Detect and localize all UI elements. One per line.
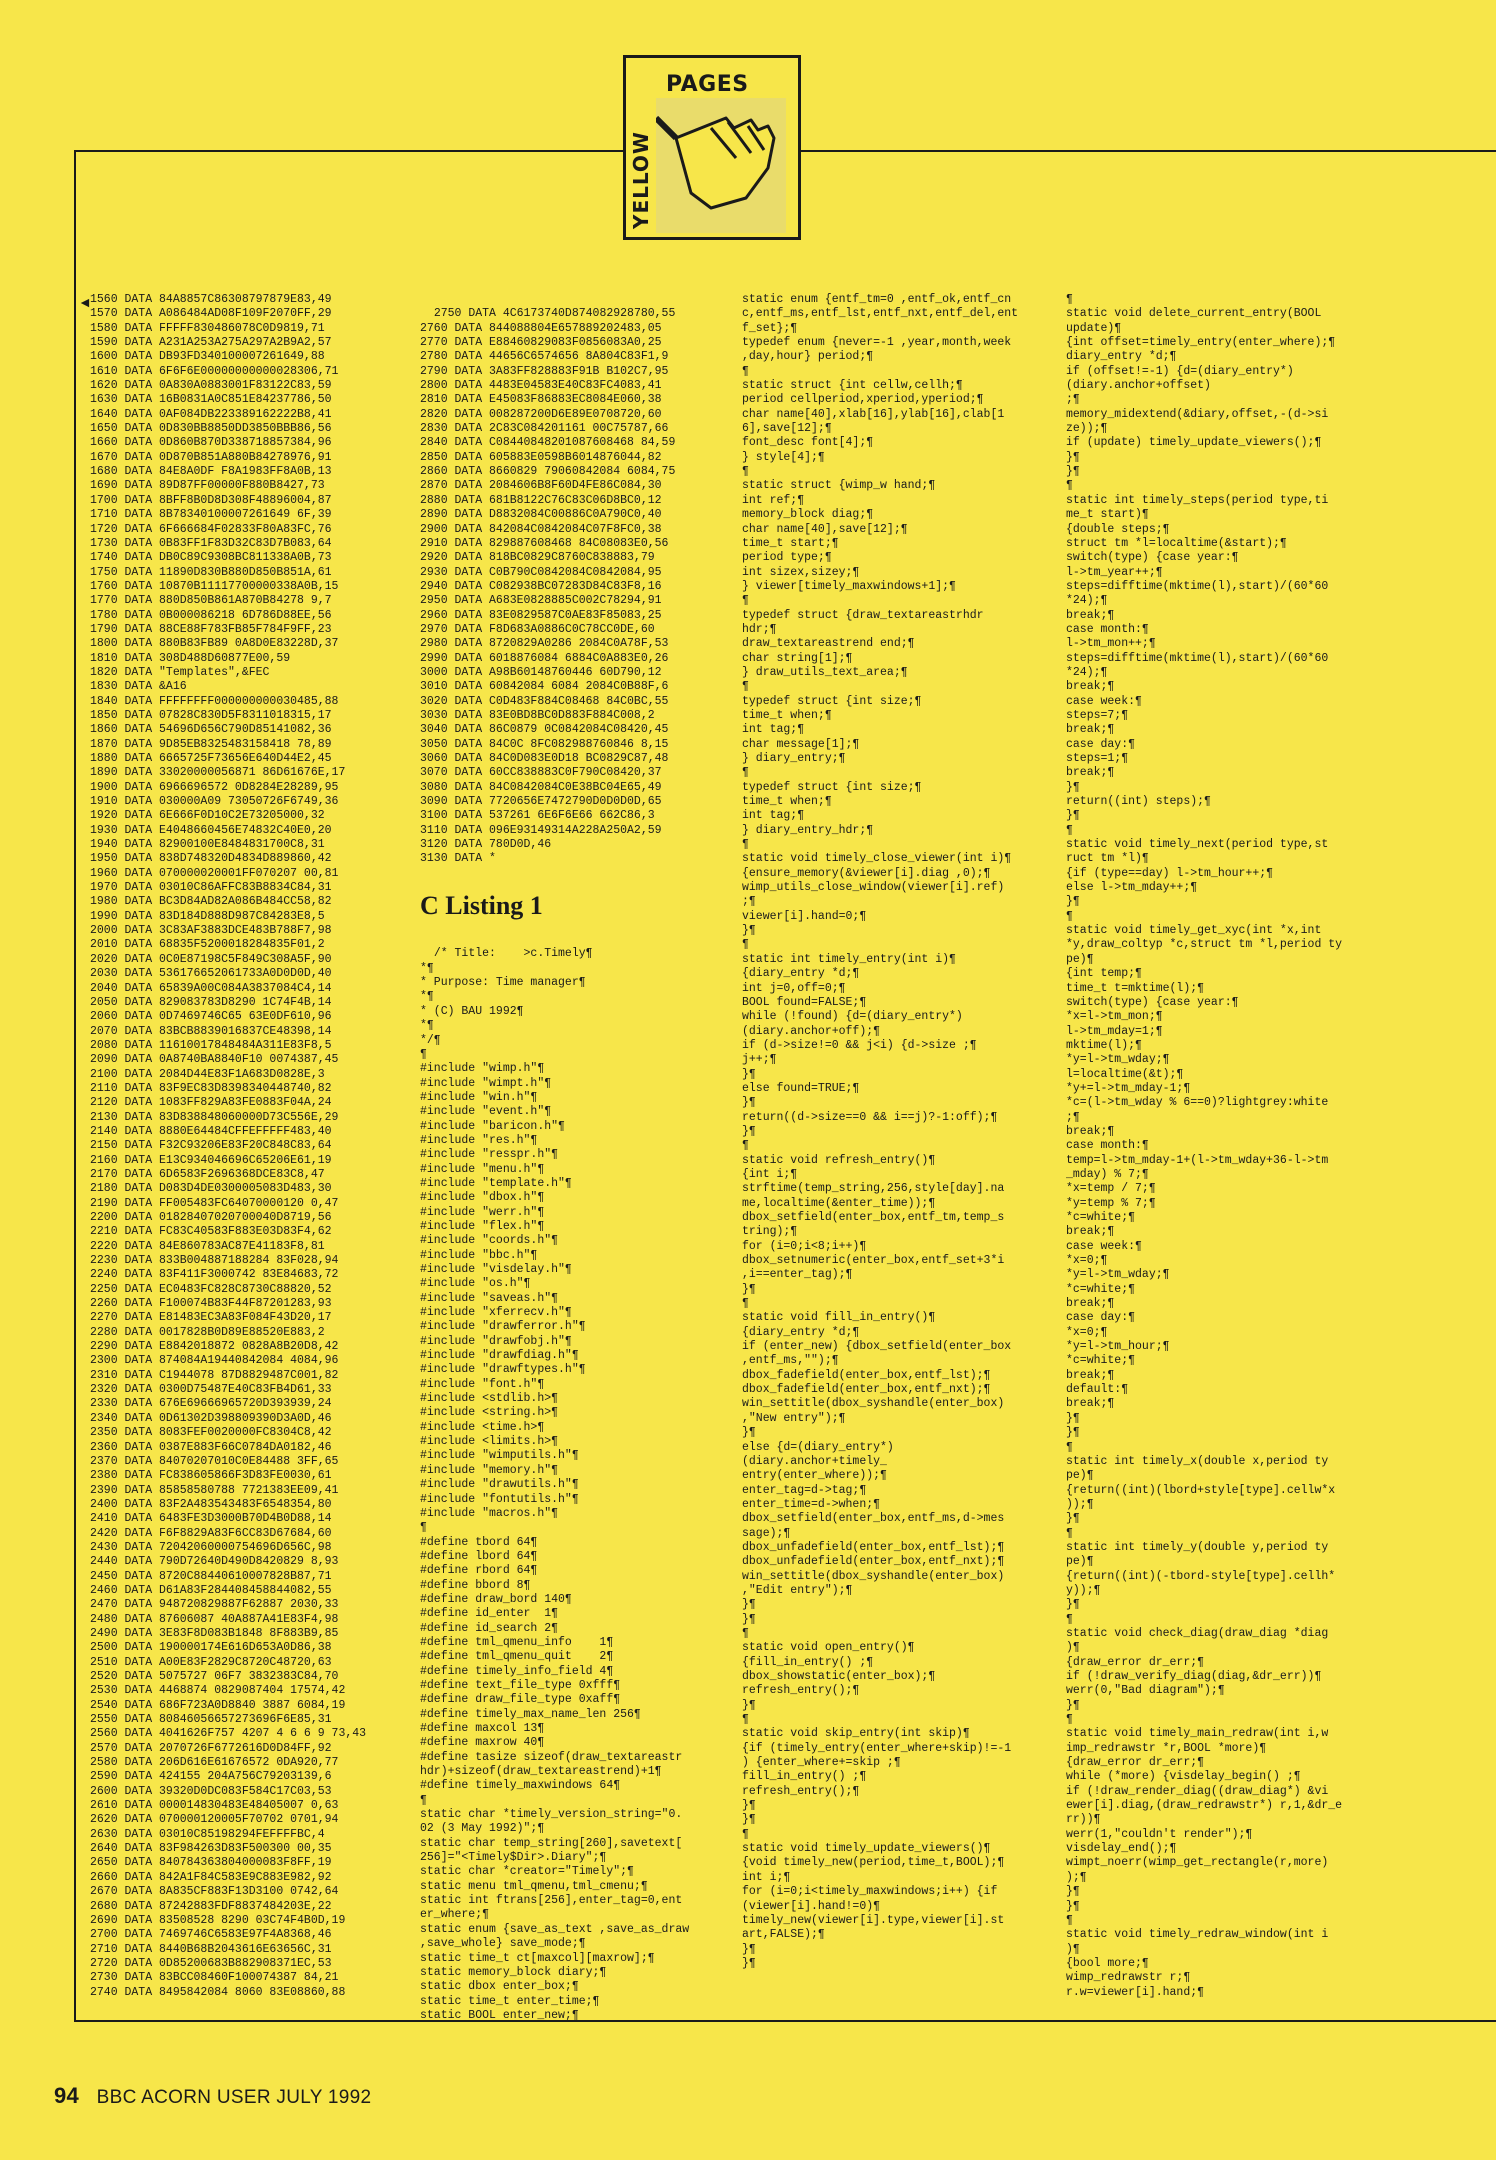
- section-title-pages: PAGES: [666, 72, 749, 97]
- listing-column-2: [420, 293, 742, 2023]
- page-number: 94: [54, 2083, 80, 2108]
- left-margin-rule: [74, 150, 76, 2020]
- yellow-pages-logo: [623, 55, 801, 240]
- listing-heading: C Listing 1: [420, 891, 543, 921]
- c-source-listing-start: /* Title: >c.Timely¶ *¶ * Purpose: Time manager¶ *¶ * (C) BAU 1992¶ *¶ */¶ ¶ #include "wimp.h"¶ #include "wimpt.h"¶ #include "win.h"¶ #include "event.h"¶ #include "baricon.h"¶ #include "res.h"¶ #include "resspr.h"¶ #include "menu.h"¶ #include "template.h"¶ #include "dbox.h"¶ #include "werr.h"¶ #include "flex.h"¶ #include "coords.h"¶ #include "bbc.h"¶ #include "visdelay.h"¶ #include "os.h"¶ #include "saveas.h"¶ #include "xferrecv.h"¶ #include "drawferror.h"¶ #include "drawfobj.h"¶ #include "drawfdiag.h"¶ #include "drawftypes.h"¶ #include "font.h"¶ #include <stdlib.h>¶ #include <string.h>¶ #include <time.h>¶ #include <limits.h>¶ #include "wimputils.h"¶ #include "memory.h"¶ #include "drawutils.h"¶ #include "fontutils.h"¶ #include "macros.h"¶ ¶ #define tbord 64¶ #define lbord 64¶ #define rbord 64¶ #define bbord 8¶ #define draw_bord 140¶ #define id_enter 1¶ #define id_search 2¶ #define tml_qmenu_info 1¶ #define tml_qmenu_quit 2¶ #define timely_info_field 4¶ #define text_file_type 0xfff¶ #define draw_file_type 0xaff¶ #define timely_max_name_len 256¶ #define maxcol 13¶ #define maxrow 40¶ #define tasize sizeof(draw_textareastr hdr)+sizeof(draw_textareastrend)+1¶ #define timely_maxwindows 64¶ ¶ static char *timely_version_string="0. 02 (3 May 1992)";¶ static char temp_string[260],savetext[ 256]="<Timely$Dir>.Diary";¶ static char *creator="Timely";¶ static menu tml_qmenu,tml_cmenu;¶ static int ftrans[256],enter_tag=0,ent er_where;¶ static enum {save_as_text ,save_as_draw ,save_whole} save_mode;¶ static time_t ct[maxcol][maxrow];¶ static memory_block diary;¶ static dbox enter_box;¶ static time_t enter_time;¶ static BOOL enter_new;¶: [420, 947, 690, 2022]
- arrow-marker-icon: ◄: [78, 296, 92, 311]
- basic-data-listing-column-1: 1560 DATA 84A8857C86308797879E83,49 1570 DATA A086484AD08F109F2070FF,29 1580 DATA FFFFF830486078C0D9819,71 1590 DATA A231A253A275A297A2B9A2,57 1600 DATA DB93FD340100007261649,88 1610 DATA 6F6F6E00000000000028306,71 1620 DATA 0A830A0883001F83122C83,59 1630 DATA 16B0831A0C851E84237786,50 1640 DATA 0AF084DB223389162222B8,41 1650 DATA 0D830BB8850DD3850BBB86,56 1660 DATA 0D860B870D338718857384,96 1670 DATA 0D870B851A880B84278976,91 1680 DATA 84E8A0DF F8A1983FF8A0B,13 1690 DATA 89D87FF00000F880B8427,73 1700 DATA 8BFF8B0D8D308F48896004,87 1710 DATA 8B78340100007261649 6F,39 1720 DATA 6F666684F02833F80A83FC,76 1730 DATA 0B83FF1F83D32C83D7B083,64 1740 DATA DB0C89C9308BC811338A0B,73 1750 DATA 11890D830B880D850B851A,61 1760 DATA 10870B11117700000338A0B,15 1770 DATA 880D850B861A870B84278 9,7 1780 DATA 0B000086218 6D786D88EE,56 1790 DATA 88CE88F783FB85F784F9FF,23 1800 DATA 880B83FB89 0A8D0E83228D,37 1810 DATA 308D488D60877E00,59 1820 DATA "Templates",&FEC 1830 DATA &A16 1840 DATA FFFFFFFF000000000030485,88 1850 DATA 07828C830D5F8311018315,17 1860 DATA 54696D656C790D85141082,36 1870 DATA 9D85EB8325483158418 78,89 1880 DATA 6665725F73656E640D44E2,45 1890 DATA 33020000056871 86D61676E,17 1900 DATA 6966696572 0D8284E28289,95 1910 DATA 030000A09 73050726F6749,36 1920 DATA 6E666F0D10C2E73205000,32 1930 DATA E4048660456E74832C40E0,20 1940 DATA 82900100E8484831700C8,31 1950 DATA 838D748320D4834D889860,42 1960 DATA 070000020001FF070207 00,81 1970 DATA 03010C86AFFC83B8834C84,31 1980 DATA BC3D84AD82A086B484CC58,82 1990 DATA 83D184D888D987C84283E8,5 2000 DATA 3C83AF3883DCE483B788F7,98 2010 DATA 68835F5200018284835F01,2 2020 DATA 0C0E87198C5F849C308A5F,90 2030 DATA 536176652061733A0D0D0D,40 2040 DATA 65839A00C084A3837084C4,14 2050 DATA 829083783D8290 1C74F4B,14 2060 DATA 0D7469746C65 63E0DF610,96 2070 DATA 83BCB8839016837CE48398,14 2080 DATA 11610017848484A311E83F8,5 2090 DATA 0A8740BA8840F10 0074387,45 2100 DATA 2084D44E83F1A683D0828E,3 2110 DATA 83F9EC83D8398340448740,82 2120 DATA 1083FF829A83FE0883F04A,24 2130 DATA 83D838848060000D73C556E,29 2140 DATA 8880E64484CFFEFFFFF483,40 2150 DATA F32C93206E83F20C848C83,64 2160 DATA E13C934046696C65206E61,19 2170 DATA 6D6583F2696368DCE83C8,47 2180 DATA D083D4DE0300005083D483,30 2190 DATA FF005483FC64070000120 0,47 2200 DATA 01828407020700040D8719,56 2210 DATA FC83C40583F883E03D83F4,62 2220 DATA 84E860783AC87E41183F8,81 2230 DATA 833B004887188284 83F028,94 2240 DATA 83F411F3000742 83E84683,72 2250 DATA EC0483FC828C8730C88820,52 2260 DATA F100074B83F44F87201283,93 2270 DATA E81483EC3A83F084F43D20,17 2280 DATA 0017828B0D89E88520E883,2 2290 DATA E8842018872 0828A8B20D8,42 2300 DATA 874084A19440842084 4084,96 2310 DATA C1944078 87D8829487C001,82 2320 DATA 0300D75487E40C83FB4D61,33 2330 DATA 676E69666965720D393939,24 2340 DATA 0D61302D398809390D3A0D,46 2350 DATA 8083FEF0020000FC8304C8,42 2360 DATA 0387E883F66C0784DA0182,46 2370 DATA 84070207010C0E84488 3FF,65 2380 DATA FC838605866F3D83FE0030,61 2390 DATA 85858580788 7721383EE09,41 2400 DATA 83F2A483543483F6548354,80 2410 DATA 6483FE3D3000B70D4B0D88,14 2420 DATA F6F8829A83F6CC83D67684,60 2430 DATA 72042060000754696D656C,98 2440 DATA 790D72640D490D8420829 8,93 2450 DATA 8720C88440610007828B87,71 2460 DATA D61A83F284408458844082,55 2470 DATA 948720829887F62887 2030,33 2480 DATA 87606087 40A887A41E83F4,98 2490 DATA 3E83F8D083B1848 8F883B9,85 2500 DATA 190000174E616D653A0D86,38 2510 DATA A00E83F2829C8720C48720,63 2520 DATA 5075727 06F7 3832383C84,70 2530 DATA 4468874 0829087404 17574,42 2540 DATA 686F723A0D8840 3887 6084,19 2550 DATA 80846056657273696F6E85,31 2560 DATA 4041626F757 4207 4 6 6 9 73,43 2570 DATA 2070726F6772616D0D84FF,92 2580 DATA 206D616E61676572 0DA920,77 2590 DATA 424155 204A756C79203139,6 2600 DATA 39320D0DC083F584C17C03,53 2610 DATA 000014830483E48405007 0,63 2620 DATA 070000120005F70702 0701,94 2630 DATA 03010C85198294FEFFFFBC,4 2640 DATA 83F984263D83F500300 00,35 2650 DATA 840784363804000083F8FF,19 2660 DATA 842A1F84C583E9C883E982,92 2670 DATA 8A835CF883F13D3100 0742,64 2680 DATA 87242883FDF8837484203E,22 2690 DATA 83508528 8290 03C74F4B0D,19 2700 DATA 7469746C6583E97F4A8368,46 2710 DATA 8440B68B2043616E63656C,31 2720 DATA 0D85200683B882908371EC,53 2730 DATA 83BCC08460F100074387 84,21 2740 DATA 8495842084 8060 83E08860,88: [90, 293, 367, 1999]
- c-source-listing-column-3: static enum {entf_tm=0 ,entf_ok,entf_cn c,entf_ms,entf_lst,entf_nxt,entf_del,ent f_set};¶ typedef enum {never=-1 ,year,month,week ,day,hour} period;¶ ¶ static struct {int cellw,cellh;¶ period cellperiod,xperiod,yperiod;¶ char name[40],xlab[16],ylab[16],clab[1 6],save[12];¶ font_desc font[4];¶ } style[4];¶ ¶ static struct {wimp_w hand;¶ int ref;¶ memory_block diag;¶ char name[40],save[12];¶ time_t start;¶ period type;¶ int sizex,sizey;¶ } viewer[timely_maxwindows+1];¶ ¶ typedef struct {draw_textareastrhdr hdr;¶ draw_textareastrend end;¶ char string[1];¶ } draw_utils_text_area;¶ ¶ typedef struct {int size;¶ time_t when;¶ int tag;¶ char message[1];¶ } diary_entry;¶ ¶ typedef struct {int size;¶ time_t when;¶ int tag;¶ } diary_entry_hdr;¶ ¶ static void timely_close_viewer(int i)¶ {ensure_memory(&viewer[i].diag ,0);¶ wimp_utils_close_window(viewer[i].ref) ;¶ viewer[i].hand=0;¶ }¶ ¶ static int timely_entry(int i)¶ {diary_entry *d;¶ int j=0,off=0;¶ BOOL found=FALSE;¶ while (!found) {d=(diary_entry*) (diary.anchor+off);¶ if (d->size!=0 && j<i) {d->size ;¶ j++;¶ }¶ else found=TRUE;¶ }¶ return((d->size==0 && i==j)?-1:off);¶ }¶ ¶ static void refresh_entry()¶ {int i;¶ strftime(temp_string,256,style[day].na me,localtime(&enter_time));¶ dbox_setfield(enter_box,entf_tm,temp_s tring);¶ for (i=0;i<8;i++)¶ dbox_setnumeric(enter_box,entf_set+3*i ,i==enter_tag);¶ }¶ ¶ static void fill_in_entry()¶ {diary_entry *d;¶ if (enter_new) {dbox_setfield(enter_box ,entf_ms,"");¶ dbox_fadefield(enter_box,entf_lst);¶ dbox_fadefield(enter_box,entf_nxt);¶ win_settitle(dbox_syshandle(enter_box) ,"New entry");¶ }¶ else {d=(diary_entry*) (diary.anchor+timely_ entry(enter_where));¶ enter_tag=d->tag;¶ enter_time=d->when;¶ dbox_setfield(enter_box,entf_ms,d->mes sage);¶ dbox_unfadefield(enter_box,entf_lst);¶ dbox_unfadefield(enter_box,entf_nxt);¶ win_settitle(dbox_syshandle(enter_box) ,"Edit entry");¶ }¶ }¶ ¶ static void open_entry()¶ {fill_in_entry() ;¶ dbox_showstatic(enter_box);¶ refresh_entry();¶ }¶ ¶ static void skip_entry(int skip)¶ {if (timely_entry(enter_where+skip)!=-1 ) {enter_where+=skip ;¶ fill_in_entry() ;¶ refresh_entry();¶ }¶ }¶ ¶ static void timely_update_viewers()¶ {void timely_new(period,time_t,BOOL);¶ int i;¶ for (i=0;i<timely_maxwindows;i++) {if (viewer[i].hand!=0)¶ timely_new(viewer[i].type,viewer[i].st art,FALSE);¶ }¶ }¶: [742, 293, 1019, 1970]
- publication-line: BBC ACORN USER JULY 1992: [96, 2087, 372, 2108]
- pointing-hand-icon: [656, 98, 786, 233]
- page-footer: [54, 2083, 371, 2109]
- c-source-listing-column-4: ¶ static void delete_current_entry(BOOL update)¶ {int offset=timely_entry(enter_where);¶ diary_entry *d;¶ if (offset!=-1) {d=(diary_entry*) (diary.anchor+offset) ;¶ memory_midextend(&diary,offset,-(d->si ze));¶ if (update) timely_update_viewers();¶ }¶ }¶ ¶ static int timely_steps(period type,ti me_t start)¶ {double steps;¶ struct tm *l=localtime(&start);¶ switch(type) {case year:¶ l->tm_year++;¶ steps=difftime(mktime(l),start)/(60*60 *24);¶ break;¶ case month:¶ l->tm_mon++;¶ steps=difftime(mktime(l),start)/(60*60 *24);¶ break;¶ case week:¶ steps=7;¶ break;¶ case day:¶ steps=1;¶ break;¶ }¶ return((int) steps);¶ }¶ ¶ static void timely_next(period type,st ruct tm *l)¶ {if (type==day) l->tm_hour++;¶ else l->tm_mday++;¶ }¶ ¶ static void timely_get_xyc(int *x,int *y,draw_coltyp *c,struct tm *l,period ty pe)¶ {int temp;¶ time_t t=mktime(l);¶ switch(type) {case year:¶ *x=l->tm_mon;¶ l->tm_mday=1;¶ mktime(l);¶ *y=l->tm_wday;¶ l=localtime(&t);¶ *y+=l->tm_mday-1;¶ *c=(l->tm_wday % 6==0)?lightgrey:white ;¶ break;¶ case month:¶ temp=l->tm_mday-1+(l->tm_wday+36-l->tm _mday) % 7;¶ *x=temp / 7;¶ *y=temp % 7;¶ *c=white;¶ break;¶ case week:¶ *x=0;¶ *y=l->tm_wday;¶ *c=white;¶ break;¶ case day:¶ *x=0;¶ *y=l->tm_hour;¶ *c=white;¶ break;¶ default:¶ break;¶ }¶ }¶ ¶ static int timely_x(double x,period ty pe)¶ {return((int)(lbord+style[type].cellw*x ));¶ }¶ ¶ static int timely_y(double y,period ty pe)¶ {return((int)(-tbord-style[type].cellh* y));¶ }¶ ¶ static void check_diag(draw_diag *diag )¶ {draw_error dr_err;¶ if (!draw_verify_diag(diag,&dr_err))¶ werr(0,"Bad diagram");¶ }¶ ¶ static void timely_main_redraw(int i,w imp_redrawstr *r,BOOL *more)¶ {draw_error dr_err;¶ while (*more) {visdelay_begin() ;¶ if (!draw_render_diag((draw_diag*) &vi ewer[i].diag,(draw_redrawstr*) r,1,&dr_e rr))¶ werr(1,"couldn't render");¶ visdelay_end();¶ wimpt_noerr(wimp_get_rectangle(r,more) );¶ }¶ }¶ ¶ static void timely_redraw_window(int i )¶ {bool more;¶ wimp_redrawstr r;¶ r.w=viewer[i].hand;¶: [1066, 293, 1343, 1999]
- section-title-yellow: YELLOW: [628, 131, 653, 229]
- footer-rule: [74, 2020, 1496, 2022]
- basic-data-listing-tail: 2750 DATA 4C6173740D874082928780,55 2760 DATA 844088804E657889202483,05 2770 DATA E88460829083F0856083A0,25 2780 DATA 44656C6574656 8A804C83F1,9 2790 DATA 3A83FF828883F91B B102C7,95 2800 DATA 4483E04583E40C83FC4083,41 2810 DATA E45083F86883EC8084E060,38 2820 DATA 008287200D6E89E0708720,60 2830 DATA 2C83C084201161 00C75787,66 2840 DATA C08440848201087608468 84,59 2850 DATA 605883E0598B6014876044,82 2860 DATA 8660829 79060842084 6084,75 2870 DATA 2084606B8F60D4FE86C084,30 2880 DATA 681B8122C76C83C06D8BC0,12 2890 DATA D8832084C00886C0A790C0,40 2900 DATA 842084C0842084C07F8FC0,38 2910 DATA 829887608468 84C08083E0,56 2920 DATA 818BC0829C8760C838883,79 2930 DATA C0B790C0842084C0842084,95 2940 DATA C082938BC07283D84C83F8,16 2950 DATA A683E0828885C002C78294,91 2960 DATA 83E0829587C0AE83F85083,25 2970 DATA F8D683A0886C0C78CC0DE,60 2980 DATA 8720829A0286 2084C0A78F,53 2990 DATA 6018876084 6884C0A883E0,26 3000 DATA A98B60148760446 60D790,12 3010 DATA 60842084 6084 2084C0B88F,6 3020 DATA C0D483F884C08468 84C0BC,55 3030 DATA 83E0BD8BC0D883F884C008,2 3040 DATA 86C0879 0C0842084C08420,45 3050 DATA 84C0C 8FC082988760846 8,15 3060 DATA 84C0D083E0D18 BC0829C87,48 3070 DATA 60CC838883C0F790C08420,37 3080 DATA 84C0842084C0E38BC04E65,49 3090 DATA 7720656E7472790D0D0D0D,65 3100 DATA 537261 6E6F6E66 662C86,3 3110 DATA 096E93149314A228A250A2,59 3120 DATA 780D0D,46 3130 DATA *: [420, 307, 676, 866]
